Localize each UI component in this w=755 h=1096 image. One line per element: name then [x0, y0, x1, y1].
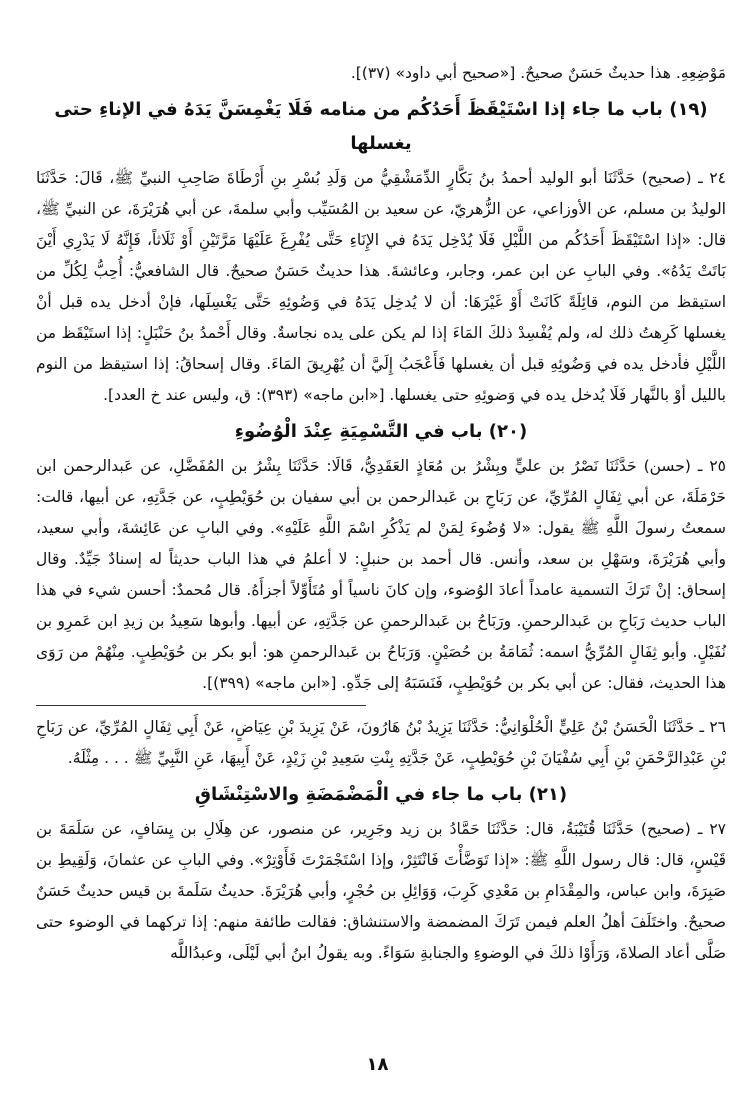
- intro-text: مَوْضِعِهِ. هذا حديثٌ حَسَنٌ صحيحٌ. [«صحيح أبي داود» (٣٧)].: [350, 64, 726, 82]
- page-number: ١٨: [366, 1054, 389, 1075]
- hadith-24: ٢٤ ـ (صحيح) حَدَّثَنَا أبو الوليد أحمدُ بنُ بَكَّارٍ الدِّمَشْقِيُّ من وَلَدِ بُسْرِ بنِ أَرْطَاةَ صَاحِبِ النبيِّ ﷺ، قَالَ: حَدَّثَنَا الوليدُ بن مسلم، عن الأوزاعي، عن الزُّهريّ، عن سعيد بن المُسَيِّب وأبي سلمةَ، عن أبي هُرَيْرَةَ، عن النبيِّ ﷺ، قال: «إذا اسْتَيْقَظَ أَحَدُكُم من اللَّيْلِ فَلَا يُدْخِل يَدَهُ في الإِنَاءِ حَتَّى يُفْرِغَ عَلَيْهَا مَرَّتَيْنِ أَوْ ثَلَاثاً، فَإِنَّهُ لَا يَدْرِي أَيْنَ بَاتَتْ يَدُهُ». وفي البابِ عن ابن عمر، وجابر، وعائشةَ. هذا حديثٌ حَسَنٌ صحيحٌ. قال الشافعيُّ: أُحِبُّ لِكُلِّ من استيقظ من النوم، قائِلَةً كَانَتْ أَوْ غَيْرَهَا: أن لا يُدخِل يَدَهُ في وَضُوئِهِ حَتَّى يَغْسِلَها، فإنْ أدخل يده قبل أنْ يغسلها كَرِهتُ ذلك له، ولم يُفْسِدْ ذلكَ المَاءَ إذا لم يكن على يده نجاسةٌ. وقال أَحْمدُ بنُ حَنْبَلٍ: إذا استَيْقَظ من اللَّيْلِ فأدخل يده في وَضُوئِهِ قبل أن يغسلها فَأَعْجَبُ إِلَيَّ أن يُهْرِيقَ المَاءَ. وقال إسحاقُ: إذا استيقظ من النوم بالليل أوْ بالنَّهار فَلَا يُدخل يده في وَضوئِهِ حتى يغسلها. [«ابن ماجه» (٣٩٣): ق، وليس عند خ العدد].: [36, 169, 726, 404]
- document-page: [36, 58, 726, 969]
- chapter-heading-20: (٢٠) باب في التَّسْمِيَةِ عِنْدَ الْوُضُوءِ: [234, 421, 528, 442]
- hadith-27: ٢٧ ـ (صحيح) حَدَّثَنَا قُتَيْبَةُ، قال: حَدَّثَنَا حَمَّادُ بن زيد وجَرِير، عن منصور، عن هِلَالِ بن يِسَافٍ، عن سَلَمَةَ بن قَيْسٍ، قال: قال رسول اللَّهِ ﷺ: «إذا تَوَضَّأْتَ فَانْتَثِرْ، وإذا اسْتَجْمَرْتَ فَأَوْتِرْ». وفي البابِ عن عثمانَ، وَلَقِيطِ بن صَبِرَةَ، وابن عباس، والمِقْدَامِ بن مَعْدِي كَرِبَ، وَوَائِلِ بن حُجْرٍ، وأبي هُرَيْرَةَ. حديثُ سَلَمةَ بن قيس حديثٌ حَسَنٌ صحيحٌ. واختَلَفَ أهلُ العلم فيمن تَرَكَ المضمضة والاستنشاق: فقالت طائفة منهم: إذا تركهما في الوضوء حتى صَلَّى أعاد الصلاةَ، وَرَأَوْا ذلكَ في الوضوءِ والجنابةِ سَوَاءً. وبه يقولُ ابنُ أبي لَيْلَى، وعبدُاللَّه: [36, 820, 726, 962]
- hadith-25: ٢٥ ـ (حسن) حَدَّثَنَا نَصْرُ بن عليٍّ وبِشْرُ بن مُعَاذٍ العَقَدِيُّ، قَالَا: حَدَّثَنَا بِشْرُ بن المُفَضَّلِ، عن عَبدالرحمن ابن حَرْمَلَةَ، عن أبي ثِفَالٍ المُرِّيِّ، عن رَبَاحِ بن عَبدالرحمن بن أبي سفيان بن حُوَيْطِبٍ، عن جَدَّتِهِ، عن أبيها، قالت: سمعتُ رسولَ اللَّهِ ﷺ يقول: «لا وُضُوءَ لِمَنْ لم يَذْكُرِ اسْمَ اللَّهِ عَلَيْهِ». وفي البابِ عن عَائِشةَ، وأبي سعيد، وأبي هُرَيْرَةَ، وسَهْلِ بن سعد، وأنس. قال أحمد بن حنبلٍ: لا أعلمُ في هذا الباب حديثاً له إسنادٌ جَيِّدٌ. وقال إسحاق: إنْ تَرَكَ التسمية عامداً أعادَ الوُضوء، وإن كانَ ناسياً أو مُتَأَوِّلاً أجزأَهُ. قال مُحمدٌ: أحسن شيء في هذا الباب حديث رَبَاحِ بن عَبدالرحمنِ. ورَبَاحُ بن عَبدالرحمنِ عن جَدَّتِهِ، عن أبيها. وأبوها سَعِيدُ بن زيدِ ابن عَمرِو بن نُفَيْلٍ. وأبو ثِفَالٍ المُرِّيُّ اسمه: ثُمَامَةُ بن حُصَيْنٍ. وَرَبَاحُ بن عَبدالرحمنِ هو: أبو بكر بن حُوَيْطِبٍ. مِنْهُمْ من رَوَى هذا الحديث، فقال: عن أبي بكر بن حُوَيْطِبٍ، فَنَسَبَهُ إلى جَدِّهِ. [«ابن ماجه» (٣٩٩)].: [36, 457, 726, 692]
- chapter-heading-21: (٢١) باب ما جاء في الْمَضْمَضَةِ والاسْتِنْشَاقِ: [194, 784, 568, 805]
- section-divider: [36, 705, 366, 706]
- hadith-26: ٢٦ ـ حَدَّثَنَا الْحَسَنُ بْنُ عَلِيٍّ الْحُلْوَانِيُّ: حَدَّثَنَا يَزِيدُ بْنُ هَارُونَ، عَنْ يَزِيدَ بْنِ عِيَاضٍ، عَنْ أَبِي ثِفَالٍ المُرِّيِّ، عن رَبَاحِ بْنِ عَبْدِالرَّحْمَنِ بْنِ أَبِي سُفْيَانَ بْنِ حُوَيْطِبٍ، عَنْ جَدَّتِهِ بِنْتِ سَعِيدِ بْنِ زَيْدٍ، عَنْ أَبِيهَا، عَنِ النَّبِيِّ ﷺ . . . مِثْلَهُ.: [36, 718, 726, 767]
- chapter-heading-19: (١٩) باب ما جاء إذا اسْتَيْقَظَ أَحَدُكُم من منامه فَلَا يَغْمِسَنَّ يَدَهُ في الإناءِ حتى يغسلها: [54, 99, 708, 154]
